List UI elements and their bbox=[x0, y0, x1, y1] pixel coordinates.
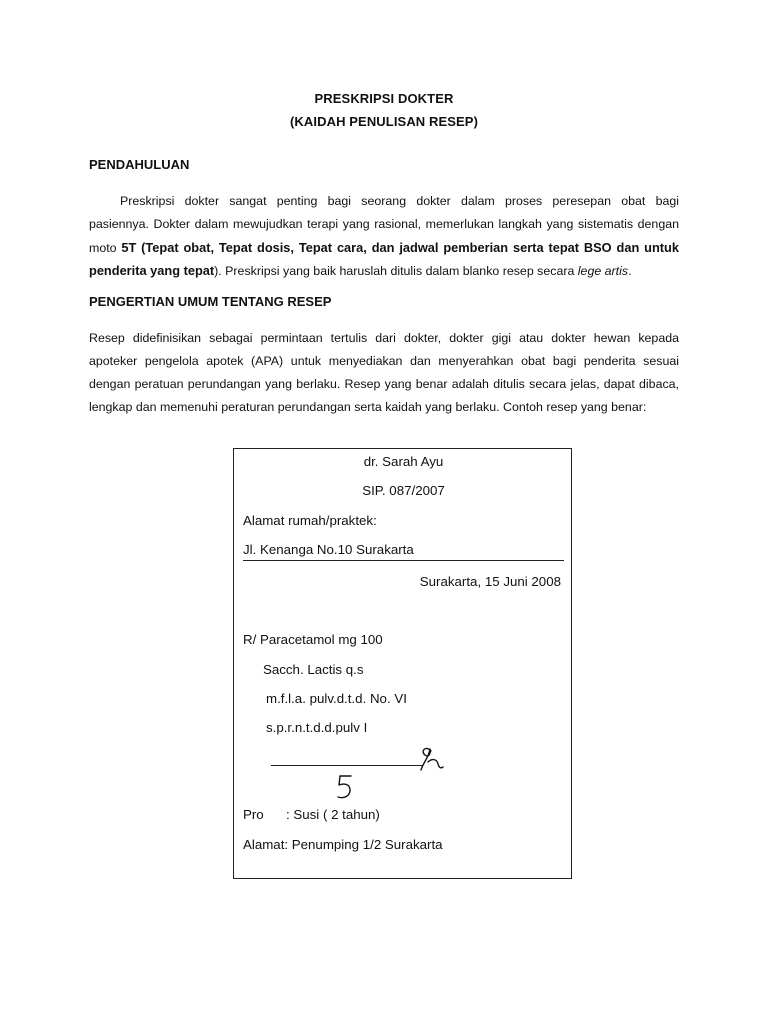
sign-s-icon bbox=[335, 773, 355, 801]
place-date: Surakarta, 15 Juni 2008 bbox=[419, 574, 561, 589]
rx-line-4: s.p.r.n.t.d.d.pulv I bbox=[266, 720, 368, 735]
paraf-signature-icon bbox=[417, 743, 447, 775]
paragraph-line bbox=[89, 259, 679, 282]
section-heading-pengertian: PENGERTIAN UMUM TENTANG RESEP bbox=[89, 294, 332, 309]
paragraph-line: pasiennya. Dokter dalam mewujudkan terapi yang rasional, memerlukan langkah yang sistematis dengan bbox=[89, 217, 679, 231]
bold-text-5t: 5T (Tepat obat, Tepat dosis, Tepat cara, dan jadwal pemberian serta tepat BSO dan untuk bbox=[121, 240, 679, 255]
paragraph-line: dengan peratuan perundangan yang berlaku. Resep yang benar adalah ditulis secara jelas, dapat dibaca, bbox=[89, 377, 679, 391]
rx-line-3: m.f.l.a. pulv.d.t.d. No. VI bbox=[266, 691, 407, 706]
paragraph-line: Preskripsi dokter sangat penting bagi seorang dokter dalam proses peresepan obat bagi bbox=[120, 194, 679, 208]
paragraph-line: Resep didefinisikan sebagai permintaan tertulis dari dokter, dokter gigi atau dokter hewan kepada bbox=[89, 331, 679, 345]
doctor-name: dr. Sarah Ayu bbox=[363, 454, 444, 469]
paragraph-line bbox=[89, 236, 679, 259]
address-underline bbox=[243, 560, 564, 561]
rx-line-1: R/ Paracetamol mg 100 bbox=[243, 632, 383, 647]
patient-address: Alamat: Penumping 1/2 Surakarta bbox=[243, 837, 443, 852]
bold-text-penderita: penderita yang tepat bbox=[89, 263, 215, 278]
italic-text-lege-artis: lege artis bbox=[577, 264, 629, 278]
signature-line bbox=[271, 765, 423, 766]
pro-label: Pro bbox=[243, 807, 264, 822]
rx-line-2: Sacch. Lactis q.s bbox=[263, 662, 364, 677]
patient-name: : Susi ( 2 tahun) bbox=[286, 807, 380, 822]
prescription-example-box bbox=[233, 448, 572, 879]
paragraph-line: lengkap dan memenuhi peraturan perundangan serta kaidah yang berlaku. Contoh resep yang benar: bbox=[89, 400, 647, 414]
text-run: . bbox=[628, 264, 632, 278]
paragraph-pendahuluan bbox=[89, 190, 679, 282]
sip-number: SIP. 087/2007 bbox=[362, 483, 445, 498]
text-run: ). Preskripsi yang baik haruslah ditulis dalam blanko resep secara bbox=[214, 264, 578, 278]
doctor-address: Jl. Kenanga No.10 Surakarta bbox=[243, 542, 414, 557]
document-title: PRESKRIPSI DOKTER bbox=[314, 91, 454, 106]
address-label: Alamat rumah/praktek: bbox=[243, 513, 377, 528]
section-heading-pendahuluan: PENDAHULUAN bbox=[89, 157, 190, 172]
text-run: moto bbox=[89, 241, 122, 255]
paragraph-line: apoteker pengelola apotek (APA) untuk menyediakan dan menyerahkan obat bagi penderita sesuai bbox=[89, 354, 679, 368]
document-subtitle: (KAIDAH PENULISAN RESEP) bbox=[289, 114, 479, 129]
paragraph-pengertian bbox=[89, 327, 679, 419]
